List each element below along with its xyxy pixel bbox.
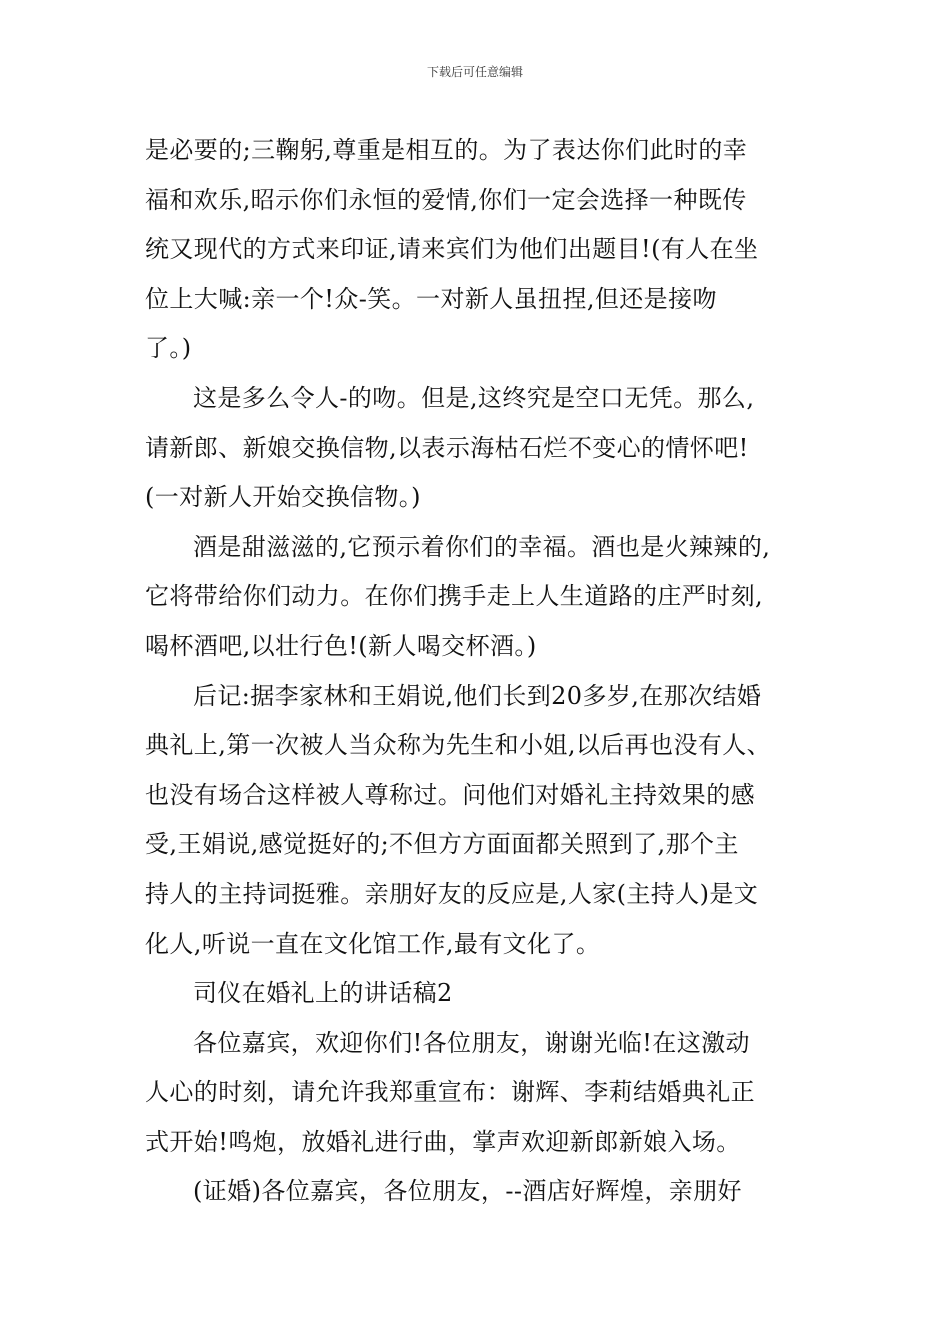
paragraph-start-line: 这是多么令人-的吻。但是,这终究是空口无凭。那么, bbox=[193, 383, 755, 412]
document-body bbox=[145, 126, 835, 1217]
paragraph-start-line: 酒是甜滋滋的,它预示着你们的幸福。酒也是火辣辣的, bbox=[193, 532, 771, 561]
text-line: 请新郎、新娘交换信物,以表示海枯石烂不变心的情怀吧! bbox=[145, 433, 749, 462]
section-heading: 司仪在婚礼上的讲话稿2 bbox=[193, 979, 453, 1008]
text-line: (一对新人开始交换信物。) bbox=[145, 483, 421, 512]
text-line: 了。) bbox=[145, 334, 192, 363]
text-line: 人心的时刻，请允许我郑重宣布：谢辉、李莉结婚典礼正 bbox=[145, 1078, 755, 1107]
text-line: 持人的主持词挺雅。亲朋好友的反应是,人家(主持人)是文 bbox=[145, 879, 759, 908]
text-line: 是必要的;三鞠躬,尊重是相互的。为了表达你们此时的幸 bbox=[145, 136, 748, 164]
text-line: 统又现代的方式来印证,请来宾们为他们出题目!(有人在坐 bbox=[145, 235, 759, 264]
text-line: 式开始!鸣炮，放婚礼进行曲，掌声欢迎新郎新娘入场。 bbox=[145, 1127, 741, 1156]
text-line: 它将带给你们动力。在你们携手走上人生道路的庄严时刻, bbox=[145, 582, 764, 611]
text-line: 典礼上,第一次被人当众称为先生和小姐,以后再也没有人、 bbox=[145, 731, 772, 760]
text-line: 位上大喊:亲一个!众-笑。一对新人虽扭捏,但还是接吻 bbox=[145, 284, 717, 313]
text-line: 福和欢乐,昭示你们永恒的爱情,你们一定会选择一种既传 bbox=[145, 185, 747, 214]
paragraph-start-line: 各位嘉宾，欢迎你们!各位朋友，谢谢光临!在这激动 bbox=[193, 1028, 750, 1057]
paragraph-start-line: 后记:据李家林和王娟说,他们长到20多岁,在那次结婚 bbox=[193, 681, 762, 710]
paragraph-start-line: (证婚)各位嘉宾，各位朋友，--酒店好辉煌，亲朋好 bbox=[193, 1177, 742, 1206]
text-line: 受,王娟说,感觉挺好的;不但方方面面都关照到了,那个主 bbox=[145, 830, 739, 859]
text-line: 化人,听说一直在文化馆工作,最有文化了。 bbox=[145, 929, 601, 958]
text-line: 也没有场合这样被人尊称过。问他们对婚礼主持效果的感 bbox=[145, 780, 755, 809]
text-line: 喝杯酒吧,以壮行色!(新人喝交杯酒。) bbox=[145, 631, 537, 660]
page-header: 下载后可任意编辑 bbox=[426, 65, 523, 79]
